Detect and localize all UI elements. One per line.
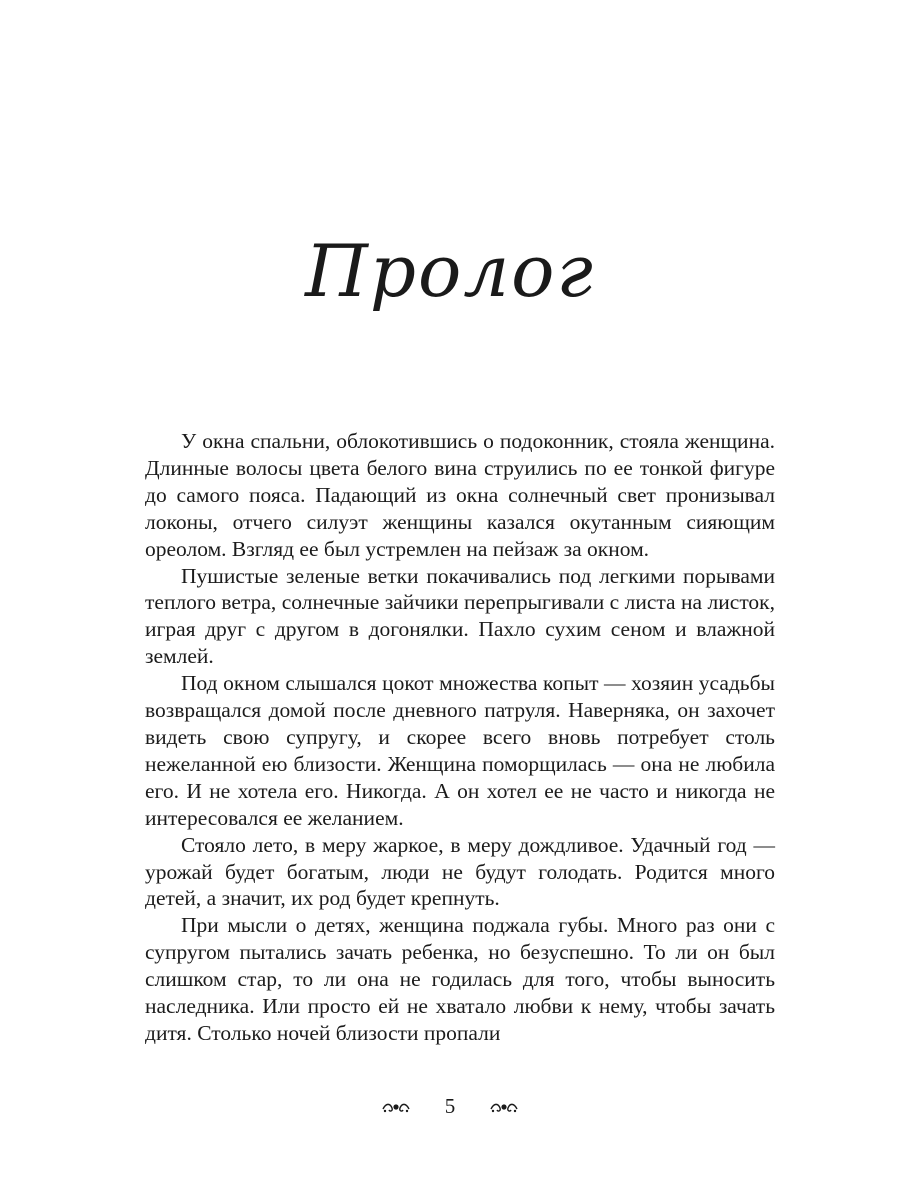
chapter-title: Пролог [305, 229, 595, 313]
chapter-body [145, 428, 775, 1047]
page-number: 5 [444, 1094, 456, 1118]
paragraph: Под окном слышался цокот множества копыт — хозяин усадьбы возвращался домой после дневного патруля. Наверняка, он захочет видеть свою супругу, и скорее всего вновь потребует столь нежеланной ею близости. Женщина поморщилась — она не любила его. И не хотела его. Никогда. А он хотел ее не часто и никогда не интересовался ее желанием. [145, 671, 775, 830]
paragraph: При мысли о детях, женщина поджала губы. Много раз они с супругом пытались зачать ребенка, но безуспешно. То ли он был слишком стар, то ли она не годилась для того, чтобы выносить наследника. Или просто ей не хватало любви к нему, чтобы зачать дитя. Столько ночей близости пропали [145, 913, 775, 1045]
floral-ornament-icon [489, 1100, 519, 1114]
floral-ornament-icon [381, 1100, 411, 1114]
paragraph: Пушистые зеленые ветки покачивались под легкими порывами теплого ветра, солнечные зайчики перепрыгивали с листа на листок, играя друг с другом в догонялки. Пахло сухим сеном и влажной землей. [145, 563, 775, 669]
page-footer [0, 1096, 900, 1117]
paragraph: Стояло лето, в меру жаркое, в меру дождливое. Удачный год — урожай будет богатым, люди не будут голодать. Родится много детей, а значит, их род будет крепнуть. [145, 832, 775, 911]
paragraph: У окна спальни, облокотившись о подоконник, стояла женщина. Длинные волосы цвета белого вина струились по ее тонкой фигуре до самого пояса. Падающий из окна солнечный свет пронизывал локоны, отчего силуэт женщины казался окутанным сияющим ореолом. Взгляд ее был устремлен на пейзаж за окном. [145, 429, 775, 561]
